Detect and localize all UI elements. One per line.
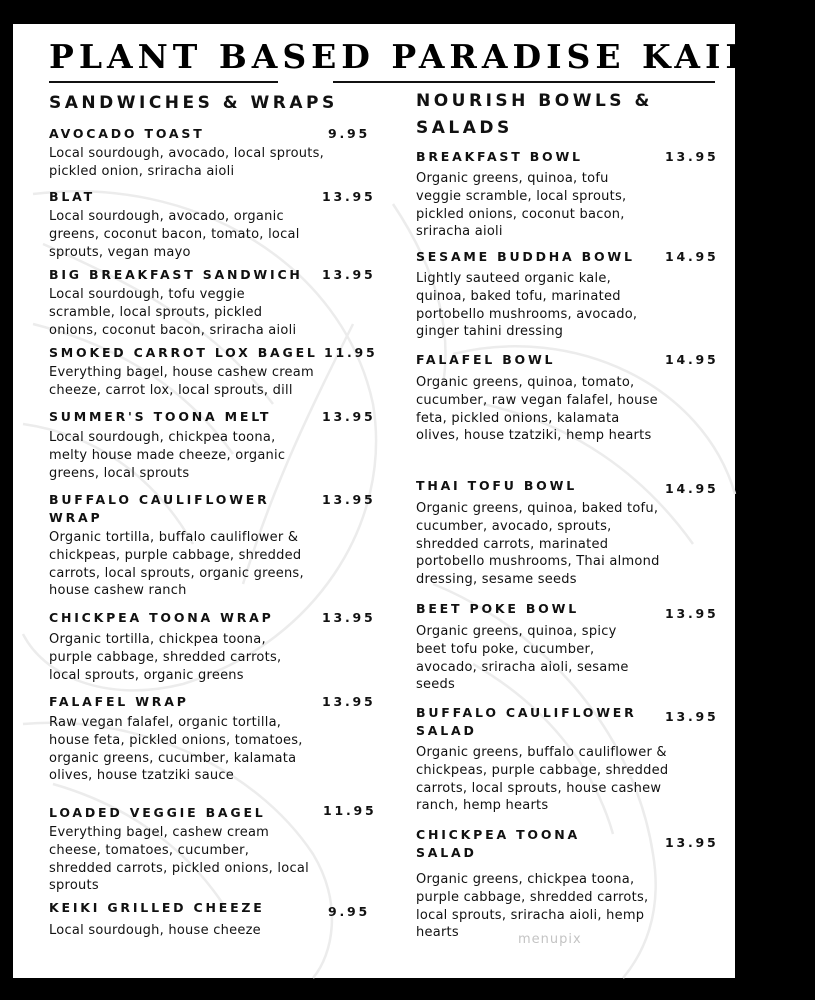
menu-item-price: 13.95 bbox=[322, 267, 376, 282]
menu-item-description: Local sourdough, house cheeze bbox=[49, 923, 261, 938]
menu-item-description: Local sourdough, avocado, local sprouts, pickled onion, sriracha aioli bbox=[49, 146, 325, 179]
menu-item-name: THAI TOFU BOWL bbox=[416, 478, 577, 493]
menu-item-name: FALAFEL BOWL bbox=[416, 352, 556, 367]
menu-item-name: BUFFALO CAULIFLOWER SALAD bbox=[416, 705, 637, 738]
menu-item-description: Organic tortilla, buffalo cauliflower & chickpeas, purple cabbage, shredded carrots, local sprouts, organic greens, house cashew ranch bbox=[49, 530, 304, 599]
menu-item-price: 13.95 bbox=[322, 189, 376, 204]
menu-item-name: SESAME BUDDHA BOWL bbox=[416, 249, 635, 264]
menu-item-name: BIG BREAKFAST SANDWICH bbox=[49, 267, 303, 282]
menu-item-description: Raw vegan falafel, organic tortilla, house feta, pickled onions, tomatoes, organic greens, cucumber, kalamata olives, house tzatziki sauce bbox=[49, 715, 303, 784]
menu-item-price: 14.95 bbox=[665, 481, 719, 496]
menu-item-name: FALAFEL WRAP bbox=[49, 694, 189, 709]
menu-item-description: Organic tortilla, chickpea toona, purple cabbage, shredded carrots, local sprouts, organic greens bbox=[49, 632, 282, 683]
title-underline-right bbox=[333, 81, 715, 83]
menu-item-name: BUFFALO CAULIFLOWER WRAP bbox=[49, 492, 270, 525]
menu-item-name: BREAKFAST BOWL bbox=[416, 149, 583, 164]
menu-item-price: 13.95 bbox=[665, 709, 719, 724]
menu-item-price: 14.95 bbox=[665, 352, 719, 367]
bowls-heading: NOURISH BOWLS & SALADS bbox=[416, 91, 653, 138]
menu-item-description: Organic greens, quinoa, baked tofu, cucumber, avocado, sprouts, shredded carrots, marinated portobello mushrooms, Thai almond dressing, sesame seeds bbox=[416, 501, 660, 588]
menu-item-price: 9.95 bbox=[328, 126, 371, 141]
menu-item-description: Organic greens, chickpea toona, purple cabbage, shredded carrots, local sprouts, sriracha aioli, hemp hearts bbox=[416, 872, 649, 941]
menu-item-price: 11.95 bbox=[324, 345, 378, 360]
menu-item-price: 13.95 bbox=[322, 492, 376, 507]
menu-item-price: 9.95 bbox=[328, 904, 371, 919]
title-underline-left bbox=[49, 81, 278, 83]
restaurant-title: PLANT BASED PARADISE KAILUA bbox=[49, 37, 815, 76]
menu-item-name: CHICKPEA TOONA SALAD bbox=[416, 827, 580, 860]
menu-item-price: 13.95 bbox=[665, 606, 719, 621]
sandwiches-heading: SANDWICHES & WRAPS bbox=[49, 93, 338, 113]
menu-item-description: Organic greens, quinoa, tomato, cucumber, raw vegan falafel, house feta, pickled onions, kalamata olives, house tzatziki, hemp hearts bbox=[416, 375, 658, 444]
menu-page bbox=[13, 24, 815, 978]
menu-item-price: 11.95 bbox=[323, 803, 377, 818]
menu-item-description: Everything bagel, house cashew cream cheeze, carrot lox, local sprouts, dill bbox=[49, 365, 314, 398]
menu-item-name: AVOCADO TOAST bbox=[49, 126, 205, 141]
menu-item-price: 13.95 bbox=[322, 409, 376, 424]
menu-item-name: BLAT bbox=[49, 189, 95, 204]
menu-item-description: Local sourdough, chickpea toona, melty house made cheeze, organic greens, local sprouts bbox=[49, 430, 286, 481]
menu-item-price: 13.95 bbox=[322, 694, 376, 709]
menu-item-price: 13.95 bbox=[665, 149, 719, 164]
menu-item-name: CHICKPEA TOONA WRAP bbox=[49, 610, 274, 625]
menu-item-description: Everything bagel, cashew cream cheese, tomatoes, cucumber, shredded carrots, pickled onions, local sprouts bbox=[49, 825, 309, 894]
menu-item-description: Organic greens, quinoa, spicy beet tofu poke, cucumber, avocado, sriracha aioli, sesame seeds bbox=[416, 624, 629, 693]
menu-item-description: Organic greens, quinoa, tofu veggie scramble, local sprouts, pickled onions, coconut bacon, sriracha aioli bbox=[416, 171, 627, 240]
watermark: menupix bbox=[518, 932, 582, 947]
menu-item-price: 13.95 bbox=[322, 610, 376, 625]
menu-item-description: Local sourdough, tofu veggie scramble, local sprouts, pickled onions, coconut bacon, sriracha aioli bbox=[49, 287, 297, 338]
menu-item-price: 14.95 bbox=[665, 249, 719, 264]
menu-item-name: BEET POKE BOWL bbox=[416, 601, 579, 616]
menu-item-name: SUMMER'S TOONA MELT bbox=[49, 409, 272, 424]
menu-item-name: KEIKI GRILLED CHEEZE bbox=[49, 900, 265, 915]
menu-item-description: Local sourdough, avocado, organic greens, coconut bacon, tomato, local sprouts, vegan mayo bbox=[49, 209, 300, 260]
menu-item-name: SMOKED CARROT LOX BAGEL bbox=[49, 345, 318, 360]
menu-item-description: Lightly sauteed organic kale, quinoa, baked tofu, marinated portobello mushrooms, avocado, ginger tahini dressing bbox=[416, 271, 638, 340]
menu-item-name: LOADED VEGGIE BAGEL bbox=[49, 805, 266, 820]
menu-item-description: Organic greens, buffalo cauliflower & chickpeas, purple cabbage, shredded carrots, local sprouts, house cashew ranch, hemp hearts bbox=[416, 745, 669, 814]
menu-item-price: 13.95 bbox=[665, 835, 719, 850]
